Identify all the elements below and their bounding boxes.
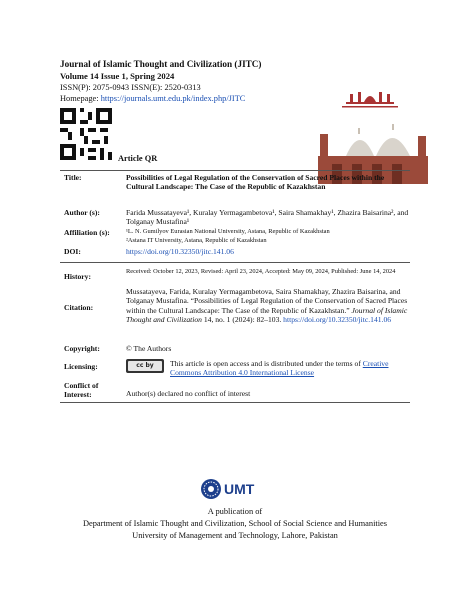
- cc-by-badge-icon: [126, 359, 164, 373]
- issn: ISSN(P): 2075-0943 ISSN(E): 2520-0313: [60, 83, 201, 92]
- affiliation-line-1: ¹L. N. Gumilyov Eurasian National University, Astana, Republic of Kazakhstan: [126, 228, 330, 235]
- citation-journal: Journal of Islamic Thought and Civilization: [126, 305, 408, 324]
- licensing-text: This article is open access and is distributed under the terms of: [170, 359, 363, 368]
- affiliation-label: Affiliation (s):: [64, 228, 110, 237]
- license-link[interactable]: Creative Commons Attribution 4.0 International License: [170, 359, 389, 378]
- article-qr-code: [60, 108, 112, 160]
- jitc-emblem-icon: [336, 88, 404, 114]
- citation-tail: 14, no. 1 (2024): 82–103.: [201, 314, 284, 324]
- article-qr-label: Article QR: [118, 154, 158, 163]
- conflict-value: Author(s) declared no conflict of interest: [126, 389, 251, 398]
- umt-logo: [200, 478, 270, 500]
- divider-doi: [60, 262, 410, 263]
- licensing-label: Licensing:: [64, 362, 98, 371]
- university-line: University of Management and Technology, Lahore, Pakistan: [132, 531, 338, 540]
- affiliation-value: [126, 228, 412, 245]
- homepage-link[interactable]: https://journals.umt.edu.pk/index.php/JITC: [100, 94, 246, 103]
- history-value: Received: October 12, 2023, Revised: April 23, 2024, Accepted: May 09, 2024, Published: June 14, 2024: [126, 268, 396, 275]
- volume-issue: Volume 14 Issue 1, Spring 2024: [60, 71, 175, 81]
- doi-link[interactable]: https://doi.org/10.32350/jitc.141.06: [126, 247, 234, 256]
- citation-main: Mussatayeva, Farida, Kuralay Yermagambetova, Saira Shamakhay, Zhazira Baisarina, and Tolganay Mustafina. “Possibilities of Legal Regulation of the Conservation of Sacred Places within the Cultural Landscape: The Case of the Republic of Kazakhstan.”: [126, 287, 408, 315]
- divider-bottom: [60, 402, 410, 403]
- journal-header: [60, 58, 320, 104]
- citation-value: [126, 287, 412, 324]
- copyright-label: Copyright:: [64, 344, 100, 353]
- authors-value: Farida Mussatayeva¹, Kuralay Yermagambetova¹, Saira Shamakhay¹, Zhazira Baisarina², and Tolganay Mustafina¹: [126, 208, 409, 227]
- homepage: [60, 93, 320, 104]
- history-label: History:: [64, 272, 91, 281]
- department-line: Department of Islamic Thought and Civilization, School of Social Science and Humanities: [82, 519, 388, 528]
- publisher-footer: [40, 506, 430, 542]
- title-label: Title:: [64, 173, 82, 182]
- journal-title: Journal of Islamic Thought and Civilization (JITC): [60, 59, 262, 69]
- homepage-label: Homepage:: [60, 94, 101, 103]
- cc-badge-text: cc by: [128, 361, 162, 371]
- article-title: Possibilities of Legal Regulation of the Conservation of Sacred Places within the Cultural Landscape: The Case of the Republic of Kazakhstan: [126, 173, 385, 192]
- divider-top: [60, 170, 410, 171]
- licensing-value: [126, 359, 412, 378]
- copyright-value: © The Authors: [126, 344, 172, 353]
- authors-label: Author (s):: [64, 208, 100, 217]
- publication-of: A publication of: [207, 507, 263, 516]
- citation-label: Citation:: [64, 303, 94, 312]
- citation-link[interactable]: https://doi.org/10.32350/jitc.141.06: [283, 314, 392, 324]
- umt-logo-text: UMT: [224, 481, 255, 497]
- conflict-label: Conflict of Interest:: [64, 381, 99, 400]
- affiliation-line-2: ²Astana IT University, Astana, Republic of Kazakhstan: [126, 236, 267, 244]
- umt-seal-icon: [200, 478, 222, 500]
- doi-label: DOI:: [64, 247, 81, 256]
